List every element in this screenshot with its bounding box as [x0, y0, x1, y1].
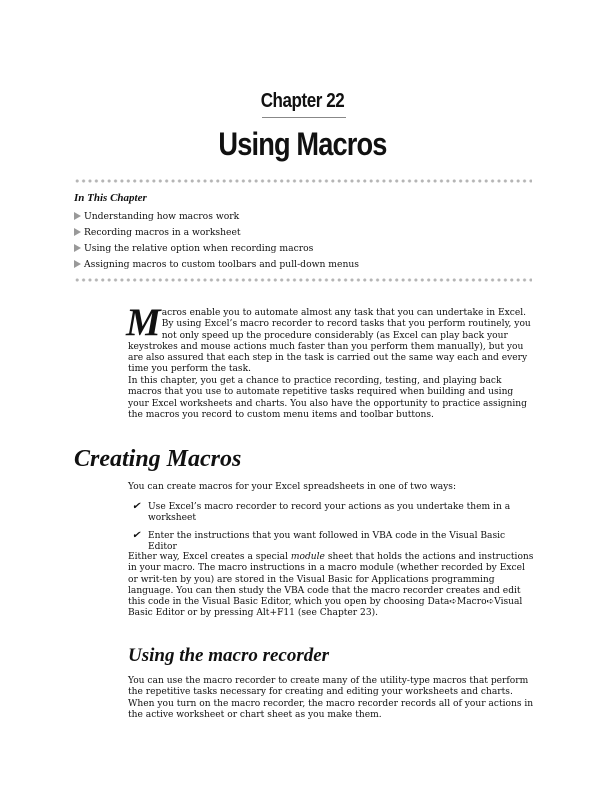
triangle-bullet-icon: [74, 244, 81, 252]
section-heading-creating-macros: Creating Macros: [74, 446, 242, 472]
intro-paragraph-2: In this chapter, you get a chance to practice recording, testing, and playing back macros that you use to automate repetitive tasks required when building and using your Excel worksheets and charts. You also have the opportunity to practice assigning the macros you record to custom menu items and toolbar buttons.: [128, 376, 527, 420]
triangle-bullet-icon: [74, 228, 81, 236]
drop-cap: M: [126, 301, 161, 344]
checkmark-bullet-icon: ✔: [132, 529, 141, 541]
checkmark-bullet-icon: ✔: [132, 501, 141, 512]
dotted-rule-top: [74, 179, 532, 183]
triangle-bullet-icon: [74, 212, 81, 220]
chapter-title: Using Macros: [218, 126, 387, 162]
chapter-number: Chapter 22: [260, 90, 345, 112]
list-item: ✔ Enter the instructions that you want followed in VBA code in the Visual Basic Editor: [132, 529, 506, 552]
macro-recorder-paragraph: You can use the macro recorder to create many of the utility-type macros that perform the repetitive tasks necessary for creating and editing your worksheets and charts. When you turn on the macro recorder, the macro recorder records all of your actions in the active worksheet or chart sheet as you make them.: [128, 676, 534, 720]
list-item: ✔ Use Excel’s macro recorder to record your actions as you undertake them in a worksheet: [132, 501, 511, 524]
dotted-rule-bottom: [74, 278, 532, 282]
triangle-bullet-icon: [74, 260, 81, 268]
in-this-chapter-heading: In This Chapter: [74, 192, 147, 204]
subsection-heading-macro-recorder: Using the macro recorder: [128, 645, 330, 666]
creating-macros-bullets: [128, 502, 536, 559]
creating-macros-intro: You can create macros for your Excel spreadsheets in one of two ways:: [128, 482, 457, 492]
intro-paragraph: Macros enable you to automate almost any task that you can undertake in Excel. By using Excel’s macro recorder to record tasks that you perform routinely, you not only speed up the procedure considerably (as Excel can play back your keystrokes and mouse actions much faster than you perform them manually), but you are also assured that each step in the task is carried out the same way each and every time you perform the task.: [126, 301, 531, 375]
list-item: Using the relative option when recording macros: [74, 241, 359, 257]
chapter-divider: [262, 117, 346, 118]
chapter-topics-list: [74, 209, 359, 273]
creating-macros-paragraph: Either way, Excel creates a special module sheet that holds the actions and instructions in your macro. The macro instructions in a macro module (whether recorded by Excel or writ-ten by you) are stored in the Visual Basic for Applications programming language. You can then study the VBA code that the macro recorder creates and edit this code in the Visual Basic Editor, which you open by choosing Data➪Macro➪Visual Basic Editor or by pressing Alt+F11 (see Chapter 23).: [128, 552, 534, 619]
list-item: Recording macros in a worksheet: [74, 225, 359, 241]
list-item: Assigning macros to custom toolbars and pull-down menus: [74, 257, 359, 273]
list-item: Understanding how macros work: [74, 209, 359, 225]
module-term: module: [290, 552, 325, 562]
